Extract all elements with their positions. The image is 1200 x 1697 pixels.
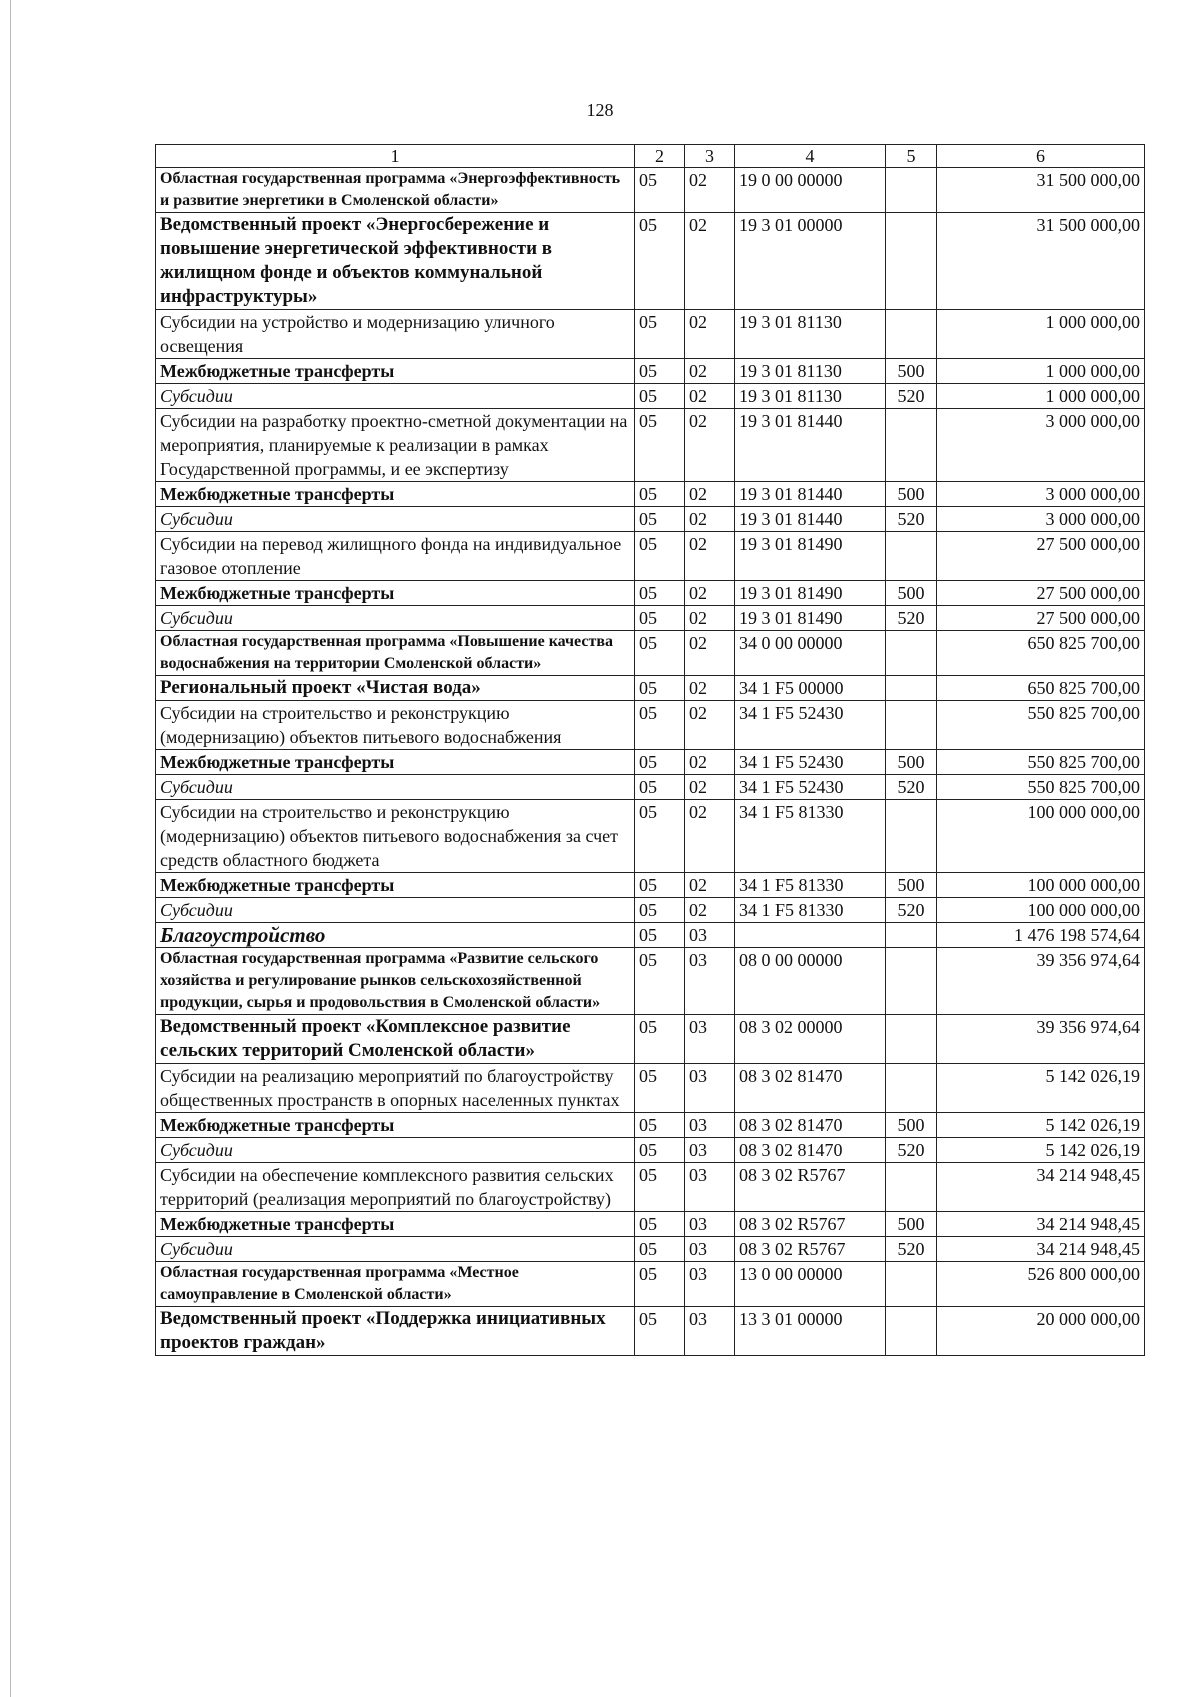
row-expense-type	[886, 948, 937, 1015]
row-expense-type: 520	[886, 1237, 937, 1262]
row-amount: 1 000 000,00	[937, 384, 1145, 409]
row-name: Ведомственный проект «Поддержка инициативных проектов граждан»	[156, 1307, 635, 1356]
row-target-code: 19 3 01 81130	[735, 359, 886, 384]
row-name: Областная государственная программа «Развитие сельского хозяйства и регулирование рынков сельскохозяйственной продукции, сырья и продовольствия в Смоленской области»	[156, 948, 635, 1015]
row-name: Субсидии на строительство и реконструкцию (модернизацию) объектов питьевого водоснабжения за счет средств областного бюджета	[156, 800, 635, 873]
row-expense-type	[886, 923, 937, 948]
row-target-code: 19 3 01 81440	[735, 507, 886, 532]
row-target-code: 08 3 02 R5767	[735, 1237, 886, 1262]
row-name: Субсидии на устройство и модернизацию уличного освещения	[156, 310, 635, 359]
row-name: Субсидии	[156, 775, 635, 800]
row-name: Субсидии на разработку проектно-сметной документации на мероприятия, планируемые к реализации в рамках Государственной программы, и ее экспертизу	[156, 409, 635, 482]
row-expense-type: 500	[886, 482, 937, 507]
row-name: Межбюджетные трансферты	[156, 873, 635, 898]
row-subsection-code: 03	[685, 948, 735, 1015]
row-subsection-code: 02	[685, 631, 735, 676]
row-section-code: 05	[635, 507, 685, 532]
row-expense-type	[886, 701, 937, 750]
table-row	[156, 606, 1145, 631]
row-subsection-code: 02	[685, 384, 735, 409]
row-expense-type	[886, 1262, 937, 1307]
row-section-code: 05	[635, 948, 685, 1015]
row-section-code: 05	[635, 384, 685, 409]
table-row	[156, 532, 1145, 581]
table-row	[156, 1064, 1145, 1113]
row-target-code: 19 3 01 81130	[735, 310, 886, 359]
row-subsection-code: 02	[685, 676, 735, 701]
row-subsection-code: 02	[685, 581, 735, 606]
table-row	[156, 701, 1145, 750]
row-expense-type: 520	[886, 1138, 937, 1163]
row-amount: 3 000 000,00	[937, 507, 1145, 532]
row-section-code: 05	[635, 898, 685, 923]
left-margin-line	[10, 0, 11, 1697]
row-expense-type: 500	[886, 359, 937, 384]
row-subsection-code: 03	[685, 1212, 735, 1237]
row-section-code: 05	[635, 1262, 685, 1307]
row-amount: 550 825 700,00	[937, 701, 1145, 750]
table-row	[156, 775, 1145, 800]
row-section-code: 05	[635, 359, 685, 384]
row-target-code: 08 3 02 81470	[735, 1138, 886, 1163]
row-section-code: 05	[635, 676, 685, 701]
table-header-row	[156, 145, 1145, 168]
row-amount: 5 142 026,19	[937, 1064, 1145, 1113]
row-subsection-code: 03	[685, 1163, 735, 1212]
row-expense-type	[886, 1064, 937, 1113]
row-expense-type: 500	[886, 873, 937, 898]
row-target-code: 08 3 02 81470	[735, 1113, 886, 1138]
row-amount: 100 000 000,00	[937, 873, 1145, 898]
row-name: Межбюджетные трансферты	[156, 1113, 635, 1138]
row-subsection-code: 02	[685, 532, 735, 581]
row-section-code: 05	[635, 750, 685, 775]
row-target-code: 19 3 01 81130	[735, 384, 886, 409]
row-target-code: 19 3 01 81490	[735, 581, 886, 606]
row-amount: 650 825 700,00	[937, 631, 1145, 676]
header-col-1: 1	[156, 145, 635, 168]
row-expense-type	[886, 310, 937, 359]
table-row	[156, 898, 1145, 923]
row-name: Ведомственный проект «Энергосбережение и повышение энергетической эффективности в жилищном фонде и объектов коммунальной инфраструктуры»	[156, 213, 635, 310]
row-name: Субсидии	[156, 606, 635, 631]
row-subsection-code: 03	[685, 1307, 735, 1356]
row-amount: 1 476 198 574,64	[937, 923, 1145, 948]
row-amount: 20 000 000,00	[937, 1307, 1145, 1356]
row-amount: 27 500 000,00	[937, 581, 1145, 606]
row-expense-type	[886, 1307, 937, 1356]
table-row	[156, 1113, 1145, 1138]
row-expense-type	[886, 213, 937, 310]
row-name: Субсидии на перевод жилищного фонда на индивидуальное газовое отопление	[156, 532, 635, 581]
row-section-code: 05	[635, 923, 685, 948]
row-subsection-code: 03	[685, 1064, 735, 1113]
row-target-code: 34 0 00 00000	[735, 631, 886, 676]
row-target-code: 13 0 00 00000	[735, 1262, 886, 1307]
row-name: Субсидии	[156, 898, 635, 923]
row-section-code: 05	[635, 1163, 685, 1212]
row-amount: 100 000 000,00	[937, 800, 1145, 873]
row-subsection-code: 02	[685, 310, 735, 359]
table-row	[156, 1163, 1145, 1212]
row-section-code: 05	[635, 409, 685, 482]
table-row	[156, 800, 1145, 873]
row-amount: 3 000 000,00	[937, 409, 1145, 482]
row-target-code: 19 0 00 00000	[735, 168, 886, 213]
table-row	[156, 310, 1145, 359]
row-subsection-code: 02	[685, 359, 735, 384]
table-row	[156, 631, 1145, 676]
table-row	[156, 676, 1145, 701]
table-row	[156, 1015, 1145, 1064]
row-section-code: 05	[635, 1307, 685, 1356]
row-name: Субсидии	[156, 1237, 635, 1262]
row-amount: 27 500 000,00	[937, 606, 1145, 631]
row-amount: 39 356 974,64	[937, 948, 1145, 1015]
row-subsection-code: 02	[685, 482, 735, 507]
row-amount: 100 000 000,00	[937, 898, 1145, 923]
row-amount: 34 214 948,45	[937, 1163, 1145, 1212]
row-amount: 3 000 000,00	[937, 482, 1145, 507]
row-section-code: 05	[635, 213, 685, 310]
row-section-code: 05	[635, 310, 685, 359]
row-expense-type: 500	[886, 581, 937, 606]
row-expense-type: 500	[886, 750, 937, 775]
row-section-code: 05	[635, 1138, 685, 1163]
row-subsection-code: 02	[685, 409, 735, 482]
row-section-code: 05	[635, 1064, 685, 1113]
row-target-code: 34 1 F5 81330	[735, 898, 886, 923]
table-row	[156, 948, 1145, 1015]
row-target-code: 19 3 01 81490	[735, 606, 886, 631]
row-amount: 550 825 700,00	[937, 750, 1145, 775]
row-section-code: 05	[635, 482, 685, 507]
row-expense-type: 500	[886, 1212, 937, 1237]
row-amount: 550 825 700,00	[937, 775, 1145, 800]
table-row	[156, 384, 1145, 409]
row-section-code: 05	[635, 800, 685, 873]
row-amount: 39 356 974,64	[937, 1015, 1145, 1064]
row-amount: 1 000 000,00	[937, 359, 1145, 384]
row-expense-type: 520	[886, 775, 937, 800]
row-section-code: 05	[635, 631, 685, 676]
budget-table-container	[155, 144, 1145, 1356]
row-section-code: 05	[635, 1015, 685, 1064]
row-subsection-code: 02	[685, 775, 735, 800]
row-target-code: 19 3 01 81440	[735, 482, 886, 507]
row-amount: 31 500 000,00	[937, 168, 1145, 213]
row-subsection-code: 02	[685, 800, 735, 873]
row-amount: 1 000 000,00	[937, 310, 1145, 359]
row-section-code: 05	[635, 168, 685, 213]
row-subsection-code: 03	[685, 1138, 735, 1163]
row-target-code: 13 3 01 00000	[735, 1307, 886, 1356]
row-amount: 5 142 026,19	[937, 1113, 1145, 1138]
row-target-code: 19 3 01 00000	[735, 213, 886, 310]
row-target-code: 19 3 01 81490	[735, 532, 886, 581]
row-section-code: 05	[635, 581, 685, 606]
row-name: Областная государственная программа «Энергоэффективность и развитие энергетики в Смоленской области»	[156, 168, 635, 213]
row-expense-type: 520	[886, 898, 937, 923]
row-subsection-code: 02	[685, 213, 735, 310]
row-expense-type	[886, 676, 937, 701]
row-name: Ведомственный проект «Комплексное развитие сельских территорий Смоленской области»	[156, 1015, 635, 1064]
table-row	[156, 923, 1145, 948]
header-col-6: 6	[937, 145, 1145, 168]
row-section-code: 05	[635, 1237, 685, 1262]
row-target-code: 34 1 F5 52430	[735, 750, 886, 775]
row-expense-type	[886, 1163, 937, 1212]
table-row	[156, 1138, 1145, 1163]
row-name: Областная государственная программа «Повышение качества водоснабжения на территории Смоленской области»	[156, 631, 635, 676]
header-col-3: 3	[685, 145, 735, 168]
row-target-code: 08 0 00 00000	[735, 948, 886, 1015]
row-name: Областная государственная программа «Местное самоуправление в Смоленской области»	[156, 1262, 635, 1307]
table-row	[156, 581, 1145, 606]
row-expense-type	[886, 631, 937, 676]
row-target-code: 08 3 02 R5767	[735, 1212, 886, 1237]
table-row	[156, 1262, 1145, 1307]
table-row	[156, 1237, 1145, 1262]
row-name: Благоустройство	[156, 923, 635, 948]
budget-table	[155, 144, 1145, 1356]
row-target-code	[735, 923, 886, 948]
row-expense-type: 500	[886, 1113, 937, 1138]
row-subsection-code: 03	[685, 1113, 735, 1138]
row-subsection-code: 03	[685, 1237, 735, 1262]
table-row	[156, 168, 1145, 213]
table-row	[156, 873, 1145, 898]
row-subsection-code: 02	[685, 750, 735, 775]
row-name: Субсидии на реализацию мероприятий по благоустройству общественных пространств в опорных населенных пунктах	[156, 1064, 635, 1113]
row-target-code: 08 3 02 00000	[735, 1015, 886, 1064]
row-subsection-code: 03	[685, 1015, 735, 1064]
row-target-code: 34 1 F5 81330	[735, 873, 886, 898]
row-amount: 31 500 000,00	[937, 213, 1145, 310]
row-expense-type: 520	[886, 507, 937, 532]
row-name: Субсидии	[156, 1138, 635, 1163]
row-expense-type	[886, 168, 937, 213]
row-subsection-code: 02	[685, 898, 735, 923]
row-target-code: 34 1 F5 00000	[735, 676, 886, 701]
row-section-code: 05	[635, 873, 685, 898]
row-expense-type	[886, 532, 937, 581]
header-col-2: 2	[635, 145, 685, 168]
table-row	[156, 409, 1145, 482]
row-name: Субсидии на обеспечение комплексного развития сельских территорий (реализация мероприятий по благоустройству)	[156, 1163, 635, 1212]
row-section-code: 05	[635, 775, 685, 800]
row-subsection-code: 02	[685, 507, 735, 532]
table-row	[156, 1212, 1145, 1237]
table-row	[156, 482, 1145, 507]
table-row	[156, 750, 1145, 775]
row-section-code: 05	[635, 1212, 685, 1237]
header-col-5: 5	[886, 145, 937, 168]
row-target-code: 08 3 02 81470	[735, 1064, 886, 1113]
row-subsection-code: 02	[685, 606, 735, 631]
row-expense-type: 520	[886, 384, 937, 409]
row-amount: 526 800 000,00	[937, 1262, 1145, 1307]
table-row	[156, 213, 1145, 310]
row-subsection-code: 03	[685, 1262, 735, 1307]
row-amount: 27 500 000,00	[937, 532, 1145, 581]
row-section-code: 05	[635, 1113, 685, 1138]
row-section-code: 05	[635, 606, 685, 631]
table-row	[156, 1307, 1145, 1356]
row-subsection-code: 02	[685, 873, 735, 898]
row-name: Субсидии на строительство и реконструкцию (модернизацию) объектов питьевого водоснабжения	[156, 701, 635, 750]
row-name: Межбюджетные трансферты	[156, 482, 635, 507]
row-subsection-code: 02	[685, 701, 735, 750]
row-target-code: 34 1 F5 52430	[735, 701, 886, 750]
header-col-4: 4	[735, 145, 886, 168]
row-name: Межбюджетные трансферты	[156, 750, 635, 775]
row-name: Межбюджетные трансферты	[156, 1212, 635, 1237]
table-row	[156, 359, 1145, 384]
row-name: Субсидии	[156, 507, 635, 532]
row-section-code: 05	[635, 701, 685, 750]
row-subsection-code: 03	[685, 923, 735, 948]
page-number: 128	[586, 100, 614, 120]
row-amount: 34 214 948,45	[937, 1212, 1145, 1237]
row-section-code: 05	[635, 532, 685, 581]
row-expense-type	[886, 800, 937, 873]
row-amount: 34 214 948,45	[937, 1237, 1145, 1262]
row-target-code: 34 1 F5 52430	[735, 775, 886, 800]
row-name: Региональный проект «Чистая вода»	[156, 676, 635, 701]
row-subsection-code: 02	[685, 168, 735, 213]
row-expense-type: 520	[886, 606, 937, 631]
row-target-code: 34 1 F5 81330	[735, 800, 886, 873]
row-expense-type	[886, 409, 937, 482]
row-expense-type	[886, 1015, 937, 1064]
table-row	[156, 507, 1145, 532]
row-target-code: 19 3 01 81440	[735, 409, 886, 482]
row-target-code: 08 3 02 R5767	[735, 1163, 886, 1212]
row-amount: 650 825 700,00	[937, 676, 1145, 701]
row-name: Межбюджетные трансферты	[156, 359, 635, 384]
row-name: Субсидии	[156, 384, 635, 409]
row-amount: 5 142 026,19	[937, 1138, 1145, 1163]
row-name: Межбюджетные трансферты	[156, 581, 635, 606]
